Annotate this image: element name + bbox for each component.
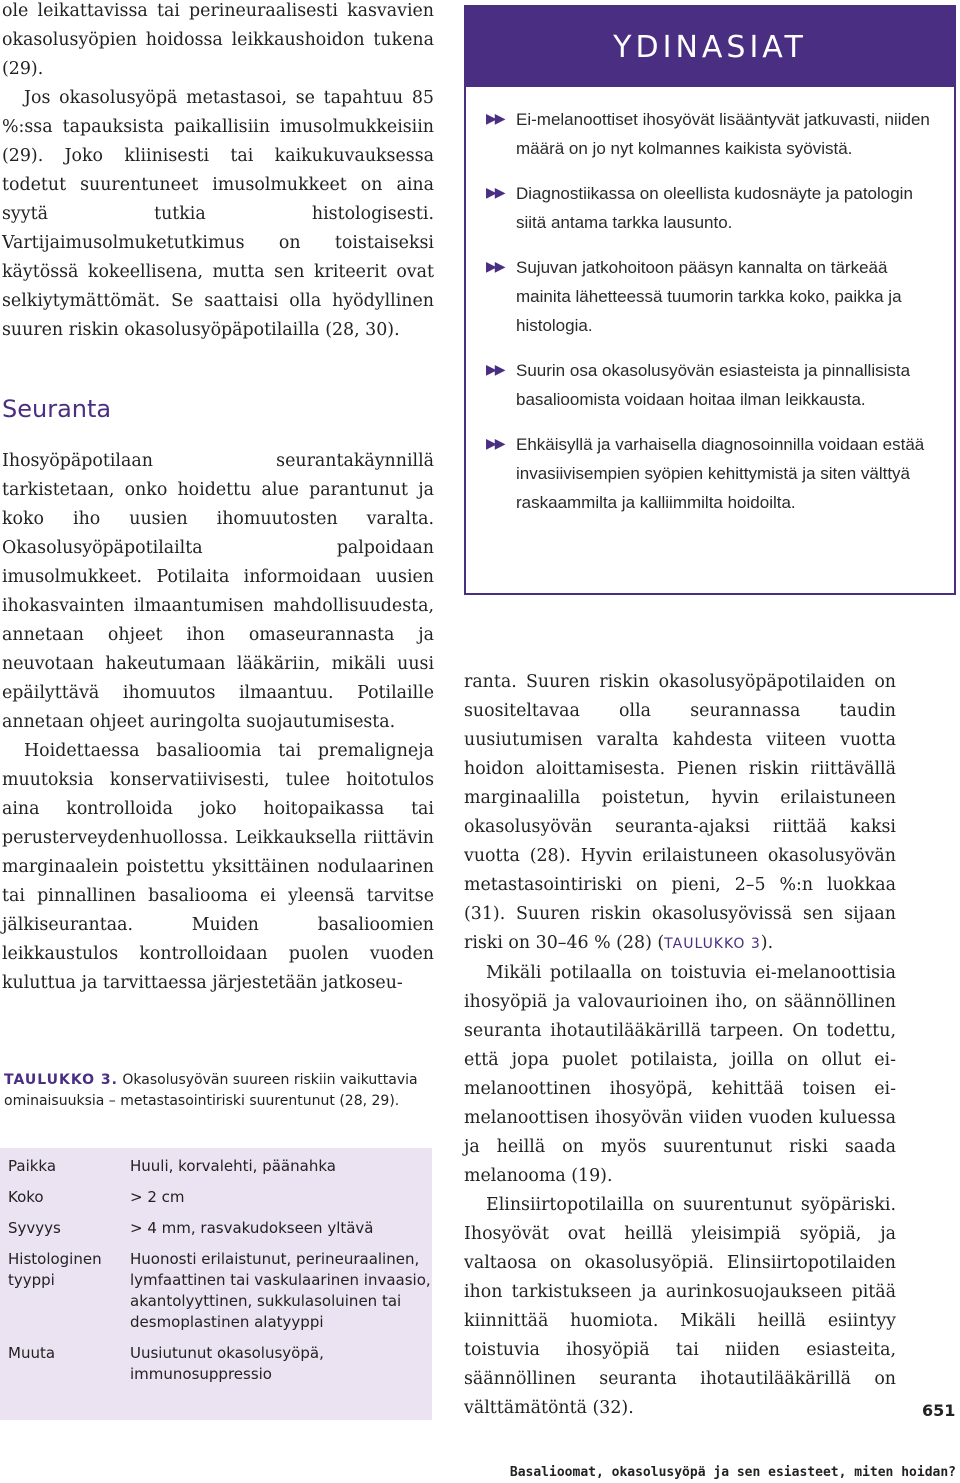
key-point-item [486, 253, 936, 340]
table-row [0, 1343, 432, 1395]
table-row [0, 1218, 432, 1249]
body-paragraph: Ihosyöpäpotilaan seurantakäynnillä tarkistetaan, onko hoidettu alue parantunut ja koko iho uusien ihomuutosten varalta. Okasolusyöpäpotilailta palpoidaan imusolmukkeet. Potilaita informoidaan uusien ihokasvainten ilmaantumisen mahdollisuudesta, annetaan ohjeet ihon omaseurannasta ja neuvotaan hakeutumaan lääkäriin, mikäli uusi epäilyttävä ihomuutos ilmaantuu. Potilaille annetaan ohjeet auringolta suojautumisesta. [2, 451, 434, 732]
body-paragraph: Elinsiirtopotilailla on suurentunut syöpäriski. Ihosyövät ovat heillä yleisimpiä syöpiä, ja valtaosa on okasolusyöpiä. Elinsiirtopotilaiden ihon tarkistukseen ja aurinkosuojaukseen pitää kiinnittää huomiota. Mikäli heillä esiintyy toistuvia ihosyöpiä tai niiden esiasteita, säännöllinen seuranta ihotautilääkärillä on välttämätöntä (32). [464, 1195, 896, 1418]
running-footer: Basalioomat, okasolusyöpä ja sen esiasteet, miten hoidan? [509, 1465, 956, 1480]
table-cell-value: Huuli, korvalehti, päänahka [130, 1157, 336, 1175]
double-chevron-icon: ▶▶ [486, 259, 504, 275]
key-point-text: Diagnostiikassa on oleellista kudosnäyte ja patologin siitä antama tarkka lausunto. [516, 184, 913, 232]
table-caption-text: Okasolusyövän suureen riskiin vaikuttavia ominaisuuksia – metastasointiriski suurentunut (28, 29). [4, 1072, 418, 1109]
body-paragraph [464, 668, 896, 959]
table-cell-value: Uusiutunut okasolusyöpä, immunosuppressio [130, 1344, 324, 1383]
key-points-box [464, 5, 956, 595]
table-cell-value: Huonosti erilaistunut, perineuraalinen, lymfaattinen tai vaskulaarinen invaasio, akantolyyttinen, sukkulasoluinen tai desmoplastinen alatyyppi [130, 1250, 431, 1331]
table-cell-value: > 2 cm [130, 1188, 185, 1206]
page-number: 651 [922, 1401, 956, 1420]
risk-factor-table [0, 1148, 432, 1420]
double-chevron-icon: ▶▶ [486, 185, 504, 201]
table-caption-label: TAULUKKO 3. [4, 1072, 118, 1088]
table-reference-link[interactable]: TAULUKKO 3 [664, 936, 761, 952]
key-point-text: Sujuvan jatkohoitoon pääsyn kannalta on tärkeää mainita lähetteessä tuumorin tarkka koko, paikka ja histologia. [516, 258, 902, 335]
double-chevron-icon: ▶▶ [486, 436, 504, 452]
key-point-text: Suurin osa okasolusyövän esiasteista ja pinnallisista basalioomista voidaan hoitaa ilman leikkausta. [516, 361, 911, 409]
key-point-item [486, 105, 936, 163]
double-chevron-icon: ▶▶ [486, 362, 504, 378]
table-cell-label: Histologinen tyyppi [8, 1250, 102, 1289]
paragraph-text: ). [760, 933, 774, 953]
body-paragraph: Jos okasolusyöpä metastasoi, se tapahtuu 85 %:ssa tapauksista paikallisiin imusolmukkeisiin (29). Joko kliinisesti tai kaikukuvauksessa todetut suurentuneet imusolmukkeet on aina syytä tutkia histologisesti. Vartijaimusolmuketutkimus on toistaiseksi käytössä kokeellisena, mutta sen kriteerit ovat selkiytymättömät. Se saattaisi olla hyödyllinen suuren riskin okasolusyöpäpotilailla (28, 30). [2, 88, 434, 340]
table-cell-label: Muuta [8, 1344, 56, 1362]
table-row [0, 1249, 432, 1343]
left-column [2, 0, 434, 998]
double-chevron-icon: ▶▶ [486, 111, 504, 127]
key-point-item [486, 430, 936, 517]
section-heading: Seuranta [2, 395, 112, 423]
key-points-title: YDINASIAT [466, 7, 954, 87]
right-column [464, 668, 896, 1423]
body-paragraph: ole leikattavissa tai perineuraalisesti kasvavien okasolusyöpien hoidossa leikkaushoidon tukena (29). [2, 1, 434, 79]
table-caption [4, 1070, 436, 1112]
key-points-list [466, 87, 954, 517]
table-cell-label: Syvyys [8, 1219, 61, 1237]
table-cell-value: > 4 mm, rasvakudokseen yltävä [130, 1219, 374, 1237]
body-paragraph: Mikäli potilaalla on toistuvia ei-melanoottisia ihosyöpiä ja valovaurioinen iho, on säännöllinen seuranta ihotautilääkärillä tarpeen. On todettu, että jopa puolet potilaista, joilla on ollut ei-melanoottinen ihosyöpä, kehittää toisen ei-melanoottisen ihosyövän viiden vuoden kuluessa ja heillä on myös suurentunut riski saada melanooma (19). [464, 963, 896, 1186]
paragraph-text: ranta. Suuren riskin okasolusyöpäpotilaiden on suositeltavaa olla seurannassa taudin uusiutumisen varalta kahdesta viiteen vuotta hoidon aloittamisesta. Pienen riskin riittävällä marginaalilla poistetun, hyvin erilaistuneen okasolusyövän seuranta-ajaksi riittää kaksi vuotta (28). Hyvin erilaistuneen okasolusyövän metastasointiriski on pieni, 2–5 %:n luokkaa (31). Suuren riskin okasolusyövissä sen sijaan riski on 30–46 % (28) ( [464, 672, 896, 953]
table-cell-label: Koko [8, 1188, 44, 1206]
key-point-item [486, 179, 936, 237]
table-row [0, 1187, 432, 1218]
table-row [0, 1156, 432, 1187]
key-point-text: Ehkäisyllä ja varhaisella diagnosoinnilla voidaan estää invasiivisempien syöpien kehittymistä ja siten välttyä raskaammilta ja kalliimmilta hoidoilta. [516, 435, 925, 512]
key-point-item [486, 356, 936, 414]
table-cell-label: Paikka [8, 1157, 57, 1175]
key-point-text: Ei-melanoottiset ihosyövät lisääntyvät jatkuvasti, niiden määrä on jo nyt kolmannes kaikista syövistä. [516, 110, 930, 158]
body-paragraph: Hoidettaessa basalioomia tai premaligneja muutoksia konservatiivisesti, tulee hoitotulos aina kontrolloida joko hoitopaikassa tai perusterveydenhuollossa. Leikkauksella riittävin marginaalein poistettu yksittäinen nodulaarinen tai pinnallinen basaliooma ei yleensä tarvitse jälkiseurantaa. Muiden basalioomien leikkaustulos kontrolloidaan puolen vuoden kuluttua ja tarvittaessa järjestetään jatkoseu- [2, 741, 434, 993]
